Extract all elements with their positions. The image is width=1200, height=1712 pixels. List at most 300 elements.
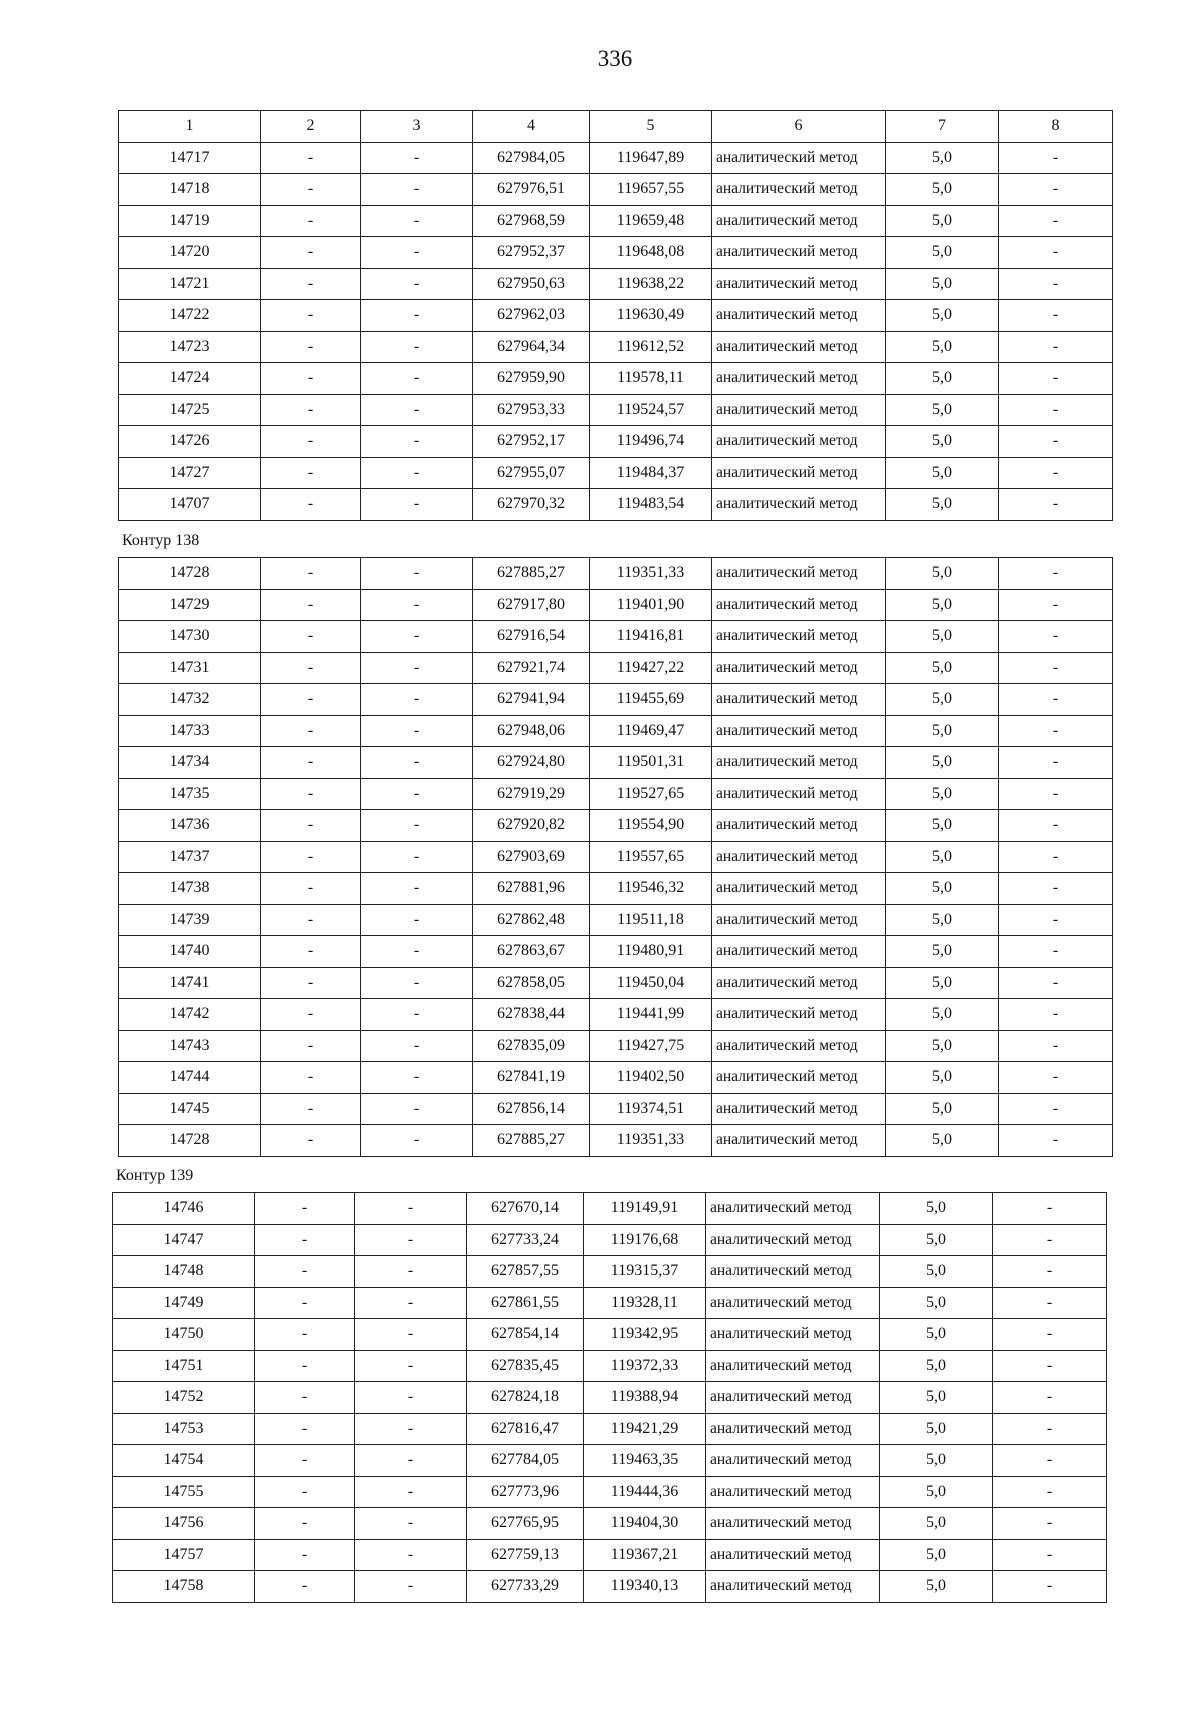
header-cell: 3 [361, 111, 473, 143]
x-coordinate-cell: 627773,96 [467, 1476, 584, 1508]
x-coordinate-cell: 627885,27 [473, 558, 590, 590]
y-coordinate-cell: 119421,29 [584, 1413, 706, 1445]
col3-cell: - [361, 237, 473, 269]
x-coordinate-cell: 627824,18 [467, 1382, 584, 1414]
y-coordinate-cell: 119427,75 [590, 1030, 712, 1062]
col2-cell: - [261, 394, 361, 426]
col2-cell: - [261, 142, 361, 174]
col2-cell: - [261, 205, 361, 237]
col8-cell: - [999, 999, 1113, 1031]
point-number-cell: 14729 [119, 589, 261, 621]
y-coordinate-cell: 119374,51 [590, 1093, 712, 1125]
x-coordinate-cell: 627841,19 [473, 1062, 590, 1094]
header-cell: 6 [712, 111, 886, 143]
x-coordinate-cell: 627885,27 [473, 1125, 590, 1157]
col3-cell: - [361, 300, 473, 332]
col8-cell: - [993, 1382, 1107, 1414]
col3-cell: - [361, 841, 473, 873]
point-number-cell: 14739 [119, 904, 261, 936]
point-number-cell: 14723 [119, 331, 261, 363]
x-coordinate-cell: 627950,63 [473, 268, 590, 300]
x-coordinate-cell: 627765,95 [467, 1508, 584, 1540]
method-cell: аналитический метод [712, 652, 886, 684]
point-number-cell: 14752 [113, 1382, 255, 1414]
col2-cell: - [261, 589, 361, 621]
method-cell: аналитический метод [712, 1125, 886, 1157]
method-cell: аналитический метод [712, 967, 886, 999]
accuracy-cell: 5,0 [880, 1445, 993, 1477]
method-cell: аналитический метод [712, 363, 886, 395]
table-row [119, 237, 1113, 269]
col2-cell: - [255, 1445, 355, 1477]
col8-cell: - [999, 1093, 1113, 1125]
col3-cell: - [361, 142, 473, 174]
col3-cell: - [361, 1125, 473, 1157]
table-row [119, 300, 1113, 332]
header-cell: 7 [886, 111, 999, 143]
col3-cell: - [355, 1476, 467, 1508]
col2-cell: - [261, 558, 361, 590]
accuracy-cell: 5,0 [886, 967, 999, 999]
x-coordinate-cell: 627838,44 [473, 999, 590, 1031]
y-coordinate-cell: 119496,74 [590, 426, 712, 458]
method-cell: аналитический метод [706, 1193, 880, 1225]
x-coordinate-cell: 627919,29 [473, 778, 590, 810]
x-coordinate-cell: 627835,09 [473, 1030, 590, 1062]
col8-cell: - [999, 489, 1113, 521]
accuracy-cell: 5,0 [886, 394, 999, 426]
method-cell: аналитический метод [712, 331, 886, 363]
col3-cell: - [361, 589, 473, 621]
col3-cell: - [361, 810, 473, 842]
col2-cell: - [261, 300, 361, 332]
accuracy-cell: 5,0 [880, 1571, 993, 1603]
y-coordinate-cell: 119612,52 [590, 331, 712, 363]
coordinates-table-block-1 [118, 110, 1113, 521]
point-number-cell: 14745 [119, 1093, 261, 1125]
col3-cell: - [361, 904, 473, 936]
x-coordinate-cell: 627835,45 [467, 1350, 584, 1382]
col3-cell: - [361, 1030, 473, 1062]
col8-cell: - [999, 174, 1113, 206]
point-number-cell: 14733 [119, 715, 261, 747]
col8-cell: - [999, 426, 1113, 458]
y-coordinate-cell: 119441,99 [590, 999, 712, 1031]
x-coordinate-cell: 627920,82 [473, 810, 590, 842]
accuracy-cell: 5,0 [880, 1382, 993, 1414]
table-row [119, 363, 1113, 395]
method-cell: аналитический метод [706, 1319, 880, 1351]
method-cell: аналитический метод [712, 999, 886, 1031]
table-row [119, 589, 1113, 621]
table-row [113, 1193, 1107, 1225]
table-row [113, 1476, 1107, 1508]
col3-cell: - [355, 1539, 467, 1571]
col8-cell: - [993, 1319, 1107, 1351]
method-cell: аналитический метод [712, 489, 886, 521]
col8-cell: - [993, 1256, 1107, 1288]
table-row [119, 457, 1113, 489]
col3-cell: - [361, 363, 473, 395]
col3-cell: - [355, 1571, 467, 1603]
table-row [113, 1224, 1107, 1256]
col3-cell: - [361, 967, 473, 999]
col2-cell: - [261, 652, 361, 684]
y-coordinate-cell: 119328,11 [584, 1287, 706, 1319]
accuracy-cell: 5,0 [886, 174, 999, 206]
col3-cell: - [361, 999, 473, 1031]
point-number-cell: 14731 [119, 652, 261, 684]
col8-cell: - [999, 394, 1113, 426]
x-coordinate-cell: 627968,59 [473, 205, 590, 237]
col8-cell: - [993, 1193, 1107, 1225]
method-cell: аналитический метод [706, 1350, 880, 1382]
method-cell: аналитический метод [712, 1093, 886, 1125]
table-row [113, 1445, 1107, 1477]
col8-cell: - [999, 621, 1113, 653]
table-row [119, 331, 1113, 363]
coordinates-table-contour-139 [112, 1192, 1107, 1603]
method-cell: аналитический метод [712, 841, 886, 873]
accuracy-cell: 5,0 [886, 142, 999, 174]
point-number-cell: 14738 [119, 873, 261, 905]
table-row [113, 1256, 1107, 1288]
col8-cell: - [999, 1125, 1113, 1157]
col2-cell: - [261, 684, 361, 716]
method-cell: аналитический метод [706, 1445, 880, 1477]
col2-cell: - [255, 1476, 355, 1508]
y-coordinate-cell: 119402,50 [590, 1062, 712, 1094]
x-coordinate-cell: 627816,47 [467, 1413, 584, 1445]
header-cell: 2 [261, 111, 361, 143]
point-number-cell: 14724 [119, 363, 261, 395]
col2-cell: - [261, 457, 361, 489]
point-number-cell: 14742 [119, 999, 261, 1031]
col8-cell: - [999, 589, 1113, 621]
col2-cell: - [261, 967, 361, 999]
x-coordinate-cell: 627881,96 [473, 873, 590, 905]
col8-cell: - [999, 300, 1113, 332]
col8-cell: - [993, 1508, 1107, 1540]
y-coordinate-cell: 119463,35 [584, 1445, 706, 1477]
point-number-cell: 14720 [119, 237, 261, 269]
table-row [119, 904, 1113, 936]
point-number-cell: 14719 [119, 205, 261, 237]
y-coordinate-cell: 119501,31 [590, 747, 712, 779]
accuracy-cell: 5,0 [886, 558, 999, 590]
point-number-cell: 14734 [119, 747, 261, 779]
accuracy-cell: 5,0 [886, 457, 999, 489]
method-cell: аналитический метод [712, 621, 886, 653]
table-row [119, 999, 1113, 1031]
col3-cell: - [361, 268, 473, 300]
col2-cell: - [261, 268, 361, 300]
col3-cell: - [361, 684, 473, 716]
accuracy-cell: 5,0 [880, 1413, 993, 1445]
table-row [119, 268, 1113, 300]
y-coordinate-cell: 119455,69 [590, 684, 712, 716]
col2-cell: - [255, 1193, 355, 1225]
point-number-cell: 14753 [113, 1413, 255, 1445]
x-coordinate-cell: 627858,05 [473, 967, 590, 999]
accuracy-cell: 5,0 [886, 237, 999, 269]
col8-cell: - [993, 1224, 1107, 1256]
point-number-cell: 14735 [119, 778, 261, 810]
x-coordinate-cell: 627970,32 [473, 489, 590, 521]
y-coordinate-cell: 119342,95 [584, 1319, 706, 1351]
col8-cell: - [999, 841, 1113, 873]
col2-cell: - [261, 621, 361, 653]
col8-cell: - [999, 778, 1113, 810]
table-row [119, 684, 1113, 716]
col3-cell: - [361, 652, 473, 684]
y-coordinate-cell: 119554,90 [590, 810, 712, 842]
point-number-cell: 14730 [119, 621, 261, 653]
col2-cell: - [255, 1350, 355, 1382]
x-coordinate-cell: 627759,13 [467, 1539, 584, 1571]
col8-cell: - [999, 810, 1113, 842]
method-cell: аналитический метод [706, 1539, 880, 1571]
y-coordinate-cell: 119638,22 [590, 268, 712, 300]
col2-cell: - [255, 1539, 355, 1571]
table-row [119, 489, 1113, 521]
method-cell: аналитический метод [712, 715, 886, 747]
point-number-cell: 14741 [119, 967, 261, 999]
col2-cell: - [255, 1287, 355, 1319]
x-coordinate-cell: 627903,69 [473, 841, 590, 873]
method-cell: аналитический метод [712, 904, 886, 936]
col2-cell: - [261, 715, 361, 747]
accuracy-cell: 5,0 [886, 904, 999, 936]
method-cell: аналитический метод [712, 558, 886, 590]
accuracy-cell: 5,0 [886, 426, 999, 458]
col2-cell: - [261, 747, 361, 779]
accuracy-cell: 5,0 [886, 489, 999, 521]
col8-cell: - [999, 873, 1113, 905]
table-row [113, 1413, 1107, 1445]
point-number-cell: 14727 [119, 457, 261, 489]
x-coordinate-cell: 627784,05 [467, 1445, 584, 1477]
point-number-cell: 14718 [119, 174, 261, 206]
col3-cell: - [361, 174, 473, 206]
col2-cell: - [261, 426, 361, 458]
method-cell: аналитический метод [712, 237, 886, 269]
table-row [119, 715, 1113, 747]
method-cell: аналитический метод [712, 936, 886, 968]
table-row [113, 1539, 1107, 1571]
col2-cell: - [255, 1319, 355, 1351]
table-row [113, 1350, 1107, 1382]
point-number-cell: 14728 [119, 558, 261, 590]
table-row [119, 394, 1113, 426]
method-cell: аналитический метод [712, 873, 886, 905]
point-number-cell: 14725 [119, 394, 261, 426]
method-cell: аналитический метод [706, 1476, 880, 1508]
col2-cell: - [261, 841, 361, 873]
col8-cell: - [999, 205, 1113, 237]
method-cell: аналитический метод [712, 457, 886, 489]
col3-cell: - [361, 936, 473, 968]
col2-cell: - [261, 873, 361, 905]
table-row [119, 652, 1113, 684]
y-coordinate-cell: 119480,91 [590, 936, 712, 968]
point-number-cell: 14758 [113, 1571, 255, 1603]
col8-cell: - [999, 715, 1113, 747]
point-number-cell: 14721 [119, 268, 261, 300]
col2-cell: - [261, 363, 361, 395]
y-coordinate-cell: 119351,33 [590, 558, 712, 590]
y-coordinate-cell: 119340,13 [584, 1571, 706, 1603]
col8-cell: - [999, 652, 1113, 684]
header-cell: 1 [119, 111, 261, 143]
y-coordinate-cell: 119657,55 [590, 174, 712, 206]
method-cell: аналитический метод [706, 1508, 880, 1540]
x-coordinate-cell: 627733,29 [467, 1571, 584, 1603]
table-row [119, 426, 1113, 458]
x-coordinate-cell: 627856,14 [473, 1093, 590, 1125]
col2-cell: - [261, 174, 361, 206]
accuracy-cell: 5,0 [886, 1030, 999, 1062]
method-cell: аналитический метод [712, 778, 886, 810]
accuracy-cell: 5,0 [880, 1319, 993, 1351]
col2-cell: - [255, 1256, 355, 1288]
col2-cell: - [261, 810, 361, 842]
point-number-cell: 14748 [113, 1256, 255, 1288]
table-row [119, 841, 1113, 873]
y-coordinate-cell: 119416,81 [590, 621, 712, 653]
col3-cell: - [361, 1062, 473, 1094]
x-coordinate-cell: 627962,03 [473, 300, 590, 332]
x-coordinate-cell: 627964,34 [473, 331, 590, 363]
table-row [119, 621, 1113, 653]
col8-cell: - [999, 142, 1113, 174]
accuracy-cell: 5,0 [886, 300, 999, 332]
table-body [119, 142, 1113, 520]
method-cell: аналитический метод [706, 1571, 880, 1603]
col3-cell: - [355, 1287, 467, 1319]
header-cell: 8 [999, 111, 1113, 143]
y-coordinate-cell: 119630,49 [590, 300, 712, 332]
point-number-cell: 14726 [119, 426, 261, 458]
col2-cell: - [261, 999, 361, 1031]
table-row [119, 810, 1113, 842]
point-number-cell: 14743 [119, 1030, 261, 1062]
y-coordinate-cell: 119450,04 [590, 967, 712, 999]
col8-cell: - [999, 331, 1113, 363]
col2-cell: - [255, 1382, 355, 1414]
point-number-cell: 14756 [113, 1508, 255, 1540]
point-number-cell: 14732 [119, 684, 261, 716]
contour-139-label: Контур 139 [116, 1167, 194, 1184]
method-cell: аналитический метод [706, 1287, 880, 1319]
col2-cell: - [255, 1571, 355, 1603]
point-number-cell: 14707 [119, 489, 261, 521]
y-coordinate-cell: 119401,90 [590, 589, 712, 621]
col2-cell: - [261, 489, 361, 521]
accuracy-cell: 5,0 [886, 621, 999, 653]
method-cell: аналитический метод [712, 394, 886, 426]
method-cell: аналитический метод [712, 142, 886, 174]
x-coordinate-cell: 627924,80 [473, 747, 590, 779]
col3-cell: - [361, 715, 473, 747]
point-number-cell: 14749 [113, 1287, 255, 1319]
x-coordinate-cell: 627955,07 [473, 457, 590, 489]
method-cell: аналитический метод [706, 1224, 880, 1256]
x-coordinate-cell: 627959,90 [473, 363, 590, 395]
accuracy-cell: 5,0 [886, 1125, 999, 1157]
accuracy-cell: 5,0 [880, 1224, 993, 1256]
y-coordinate-cell: 119315,37 [584, 1256, 706, 1288]
accuracy-cell: 5,0 [880, 1287, 993, 1319]
accuracy-cell: 5,0 [880, 1193, 993, 1225]
point-number-cell: 14722 [119, 300, 261, 332]
accuracy-cell: 5,0 [880, 1476, 993, 1508]
accuracy-cell: 5,0 [880, 1256, 993, 1288]
col8-cell: - [999, 936, 1113, 968]
table-body [113, 1193, 1107, 1603]
col3-cell: - [355, 1319, 467, 1351]
col8-cell: - [993, 1445, 1107, 1477]
col3-cell: - [355, 1382, 467, 1414]
x-coordinate-cell: 627952,37 [473, 237, 590, 269]
table-row [113, 1508, 1107, 1540]
table-row [119, 936, 1113, 968]
x-coordinate-cell: 627921,74 [473, 652, 590, 684]
y-coordinate-cell: 119404,30 [584, 1508, 706, 1540]
x-coordinate-cell: 627670,14 [467, 1193, 584, 1225]
x-coordinate-cell: 627976,51 [473, 174, 590, 206]
col2-cell: - [261, 904, 361, 936]
table-body [119, 558, 1113, 1157]
point-number-cell: 14757 [113, 1539, 255, 1571]
accuracy-cell: 5,0 [880, 1508, 993, 1540]
method-cell: аналитический метод [706, 1413, 880, 1445]
point-number-cell: 14755 [113, 1476, 255, 1508]
method-cell: аналитический метод [712, 589, 886, 621]
header-row [119, 111, 1113, 143]
col3-cell: - [355, 1256, 467, 1288]
y-coordinate-cell: 119484,37 [590, 457, 712, 489]
col8-cell: - [999, 684, 1113, 716]
y-coordinate-cell: 119557,65 [590, 841, 712, 873]
y-coordinate-cell: 119527,65 [590, 778, 712, 810]
point-number-cell: 14737 [119, 841, 261, 873]
col3-cell: - [361, 426, 473, 458]
x-coordinate-cell: 627941,94 [473, 684, 590, 716]
y-coordinate-cell: 119351,33 [590, 1125, 712, 1157]
page-number: 336 [597, 46, 633, 71]
x-coordinate-cell: 627984,05 [473, 142, 590, 174]
accuracy-cell: 5,0 [880, 1539, 993, 1571]
x-coordinate-cell: 627857,55 [467, 1256, 584, 1288]
col3-cell: - [361, 778, 473, 810]
col2-cell: - [255, 1508, 355, 1540]
table-row [119, 778, 1113, 810]
accuracy-cell: 5,0 [886, 652, 999, 684]
col2-cell: - [261, 936, 361, 968]
x-coordinate-cell: 627953,33 [473, 394, 590, 426]
accuracy-cell: 5,0 [886, 999, 999, 1031]
col3-cell: - [355, 1350, 467, 1382]
table-row [113, 1382, 1107, 1414]
method-cell: аналитический метод [712, 747, 886, 779]
col2-cell: - [261, 1093, 361, 1125]
x-coordinate-cell: 627917,80 [473, 589, 590, 621]
table-row [119, 1030, 1113, 1062]
point-number-cell: 14750 [113, 1319, 255, 1351]
accuracy-cell: 5,0 [886, 873, 999, 905]
y-coordinate-cell: 119444,36 [584, 1476, 706, 1508]
